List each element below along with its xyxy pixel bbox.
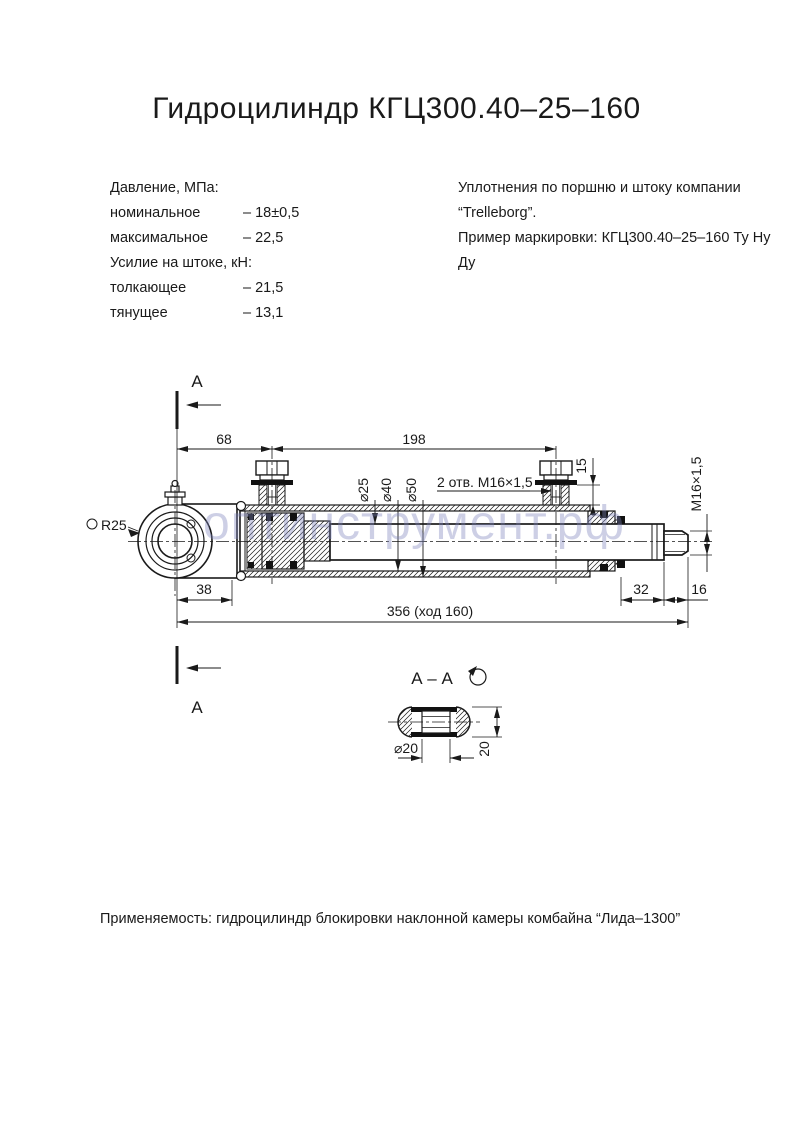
spec-label: толкающее (110, 280, 187, 296)
dim-38: 38 (196, 581, 212, 597)
section-title: А – А (411, 669, 453, 688)
ports-note: 2 отв. М16×1,5 (437, 474, 533, 490)
dia-40-label: ⌀40 (378, 477, 394, 503)
dia-50-label: ⌀50 (403, 477, 419, 503)
section-label-bottom: А (191, 698, 203, 717)
spec-value: – 18±0,5 (243, 205, 300, 221)
piston-rod (330, 516, 688, 568)
note-brand: “Trelleborg”. (458, 205, 537, 221)
dim-198: 198 (402, 431, 426, 447)
spec-value: – 22,5 (243, 230, 284, 246)
rod-thread (664, 531, 688, 555)
radius-label: R25 (101, 517, 127, 533)
note-seals: Уплотнения по поршню и штоку компании (458, 180, 741, 196)
dim-total: 356 (ход 160) (386, 603, 474, 619)
spec-value: – 13,1 (243, 305, 284, 321)
dia-25-label: ⌀25 (355, 477, 371, 503)
spec-value: – 21,5 (243, 280, 284, 296)
page-title: Гидроцилиндр КГЦ300.40–25–160 (152, 92, 641, 125)
dim-68: 68 (216, 431, 232, 447)
watermark: оптинструмент.рф (203, 497, 625, 550)
section-label-top: А (191, 372, 203, 391)
thread-label: М16×1,5 (688, 456, 704, 512)
piston-assembly (247, 513, 330, 569)
dim-15: 15 (573, 458, 589, 474)
spec-header-force: Усилие на штоке, кН: (110, 255, 252, 271)
dim-16: 16 (691, 581, 707, 597)
spec-header-pressure: Давление, МПа: (110, 180, 219, 196)
spec-label: номинальное (110, 205, 201, 221)
dia-20-label: ⌀20 (393, 740, 418, 756)
note-marking: Пример маркировки: КГЦ300.40–25–160 Ту Ну Ду (458, 230, 771, 271)
spec-label: тянущее (110, 305, 168, 321)
dim-20: 20 (476, 741, 492, 757)
spec-label: максимальное (110, 230, 209, 246)
application-note: Применяемость: гидроцилиндр блокировки наклонной камеры комбайна “Лида–1300” (100, 911, 681, 927)
dim-32: 32 (633, 581, 649, 597)
eye-assembly (138, 481, 237, 579)
